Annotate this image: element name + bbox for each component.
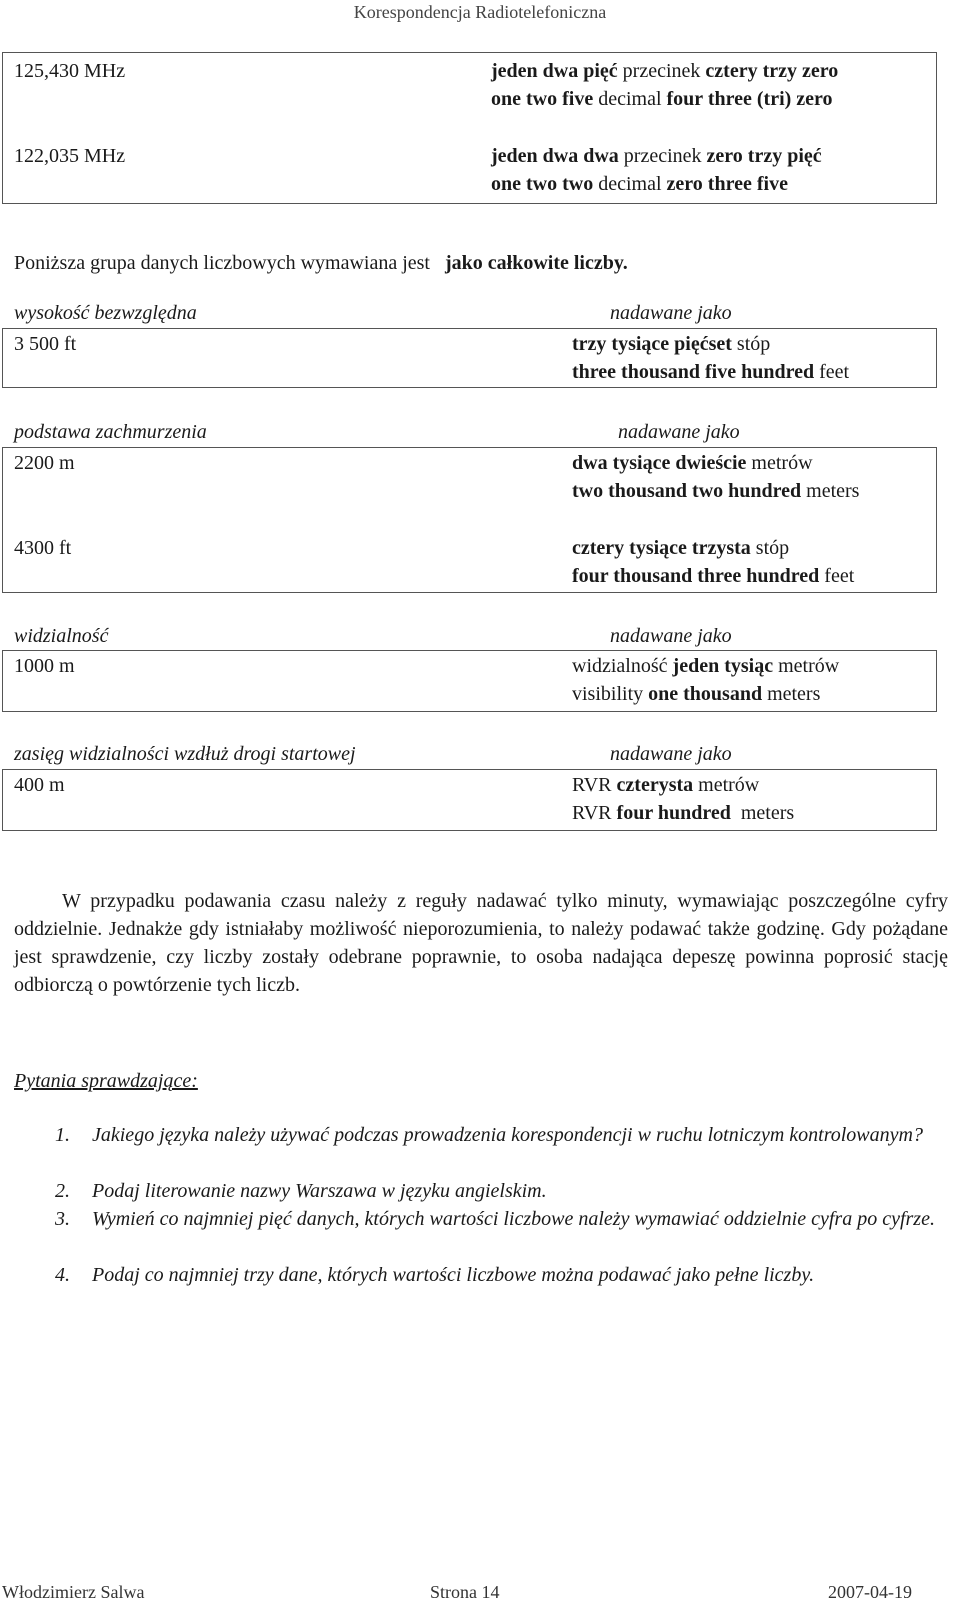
frequency-spoken-en bbox=[491, 85, 833, 113]
footer-date: 2007-04-19 bbox=[828, 1582, 912, 1602]
text-run: widzialność bbox=[572, 655, 673, 677]
text-run: przecinek bbox=[617, 60, 706, 82]
intro-sentence bbox=[14, 249, 628, 277]
frequency-spoken-pl bbox=[491, 57, 838, 85]
question-text: Wymień co najmniej pięć danych, których wartości liczbowe należy wymawiać oddzielnie cyfra po cyfrze. bbox=[92, 1208, 935, 1230]
spoken-en bbox=[572, 477, 859, 505]
body-paragraph: W przypadku podawania czasu należy z reguły nadawać tylko minuty, wymawiając poszczególne cyfry oddzielnie. Jednakże gdy istniałaby możliwość nieporozumienia, to należy podawać także godzinę. Gdy pożądane jest sprawdzenie, czy liczby zostały odebrane poprawnie, to osoba nadająca depeszę powinna poprosić stację odbiorczą o powtórzenie tych liczb. bbox=[14, 890, 948, 996]
text-run: stóp bbox=[750, 537, 790, 559]
bold-run: three thousand five hundred bbox=[572, 361, 815, 383]
text-run: RVR bbox=[572, 802, 617, 824]
spoken-pl bbox=[572, 330, 770, 358]
group-value: 1000 m bbox=[14, 655, 75, 677]
footer-page: Strona 14 bbox=[430, 1582, 500, 1602]
text-run: decimal bbox=[593, 88, 667, 110]
bold-run: zero three five bbox=[666, 173, 788, 195]
question-number: 1. bbox=[55, 1124, 70, 1146]
bold-run: four three (tri) zero bbox=[666, 88, 833, 110]
text-run: feet bbox=[814, 361, 850, 383]
page-header-title: Korespondencja Radiotelefoniczna bbox=[353, 2, 607, 22]
transmitted-as-label: nadawane jako bbox=[618, 421, 740, 443]
bold-run: one two two bbox=[491, 173, 594, 195]
intro-text: Poniższa grupa danych liczbowych wymawiana jest bbox=[14, 252, 430, 274]
bold-run: czterysta bbox=[616, 774, 694, 796]
bold-run: jeden tysiąc bbox=[672, 655, 774, 677]
bold-run: cztery tysiące trzysta bbox=[572, 537, 751, 559]
spoken-pl bbox=[572, 534, 789, 562]
text-run: meters bbox=[730, 802, 795, 824]
bold-run: jeden dwa dwa bbox=[491, 145, 619, 167]
question-text: Podaj literowanie nazwy Warszawa w języku angielskim. bbox=[92, 1180, 547, 1202]
spoken-pl bbox=[572, 771, 759, 799]
text-run: RVR bbox=[572, 774, 617, 796]
spoken-pl bbox=[572, 449, 813, 477]
bold-run: two thousand two hundred bbox=[572, 480, 802, 502]
text-run: decimal bbox=[593, 173, 667, 195]
frequency-spoken-pl bbox=[491, 142, 822, 170]
frequency-value: 122,035 MHz bbox=[14, 145, 126, 167]
spoken-en bbox=[572, 680, 820, 708]
spoken-en bbox=[572, 358, 849, 386]
bold-run: zero trzy pięć bbox=[706, 145, 822, 167]
frequency-spoken-en bbox=[491, 170, 788, 198]
group-value: 400 m bbox=[14, 774, 65, 796]
group-value: 4300 ft bbox=[14, 537, 72, 559]
question-text: Jakiego języka należy używać podczas prowadzenia korespondencji w ruchu lotniczym kontrolowanym? bbox=[92, 1124, 923, 1146]
group-label: widzialność bbox=[14, 625, 109, 647]
group-label: wysokość bezwzględna bbox=[14, 302, 197, 324]
transmitted-as-label: nadawane jako bbox=[610, 743, 732, 765]
bold-run: one two five bbox=[491, 88, 594, 110]
transmitted-as-label: nadawane jako bbox=[610, 625, 732, 647]
questions-heading: Pytania sprawdzające: bbox=[14, 1070, 198, 1092]
bold-run: jeden dwa pięć bbox=[491, 60, 618, 82]
transmitted-as-label: nadawane jako bbox=[610, 302, 732, 324]
spoken-en bbox=[572, 562, 854, 590]
question-number: 4. bbox=[55, 1264, 70, 1286]
bold-run: dwa tysiące dwieście bbox=[572, 452, 747, 474]
text-run: meters bbox=[762, 683, 821, 705]
footer-author: Włodzimierz Salwa bbox=[2, 1582, 145, 1602]
bold-run: one thousand bbox=[648, 683, 763, 705]
question-number: 3. bbox=[55, 1208, 70, 1230]
spoken-pl bbox=[572, 652, 839, 680]
text-run: meters bbox=[801, 480, 860, 502]
group-box bbox=[2, 769, 937, 831]
text-run: visibility bbox=[572, 683, 649, 705]
text-run: feet bbox=[819, 565, 855, 587]
text-run: metrów bbox=[773, 655, 840, 677]
spoken-en bbox=[572, 799, 794, 827]
group-label: zasięg widzialności wzdłuż drogi startowej bbox=[14, 743, 356, 765]
text-run: stóp bbox=[731, 333, 771, 355]
bold-run: four thousand three hundred bbox=[572, 565, 820, 587]
frequency-value: 125,430 MHz bbox=[14, 60, 126, 82]
group-value: 3 500 ft bbox=[14, 333, 77, 355]
text-run: metrów bbox=[746, 452, 813, 474]
text-run: metrów bbox=[693, 774, 760, 796]
question-text: Podaj co najmniej trzy dane, których wartości liczbowe można podawać jako pełne liczby. bbox=[92, 1264, 815, 1286]
text-run: przecinek bbox=[618, 145, 707, 167]
question-number: 2. bbox=[55, 1180, 70, 1202]
group-value: 2200 m bbox=[14, 452, 75, 474]
intro-bold: jako całkowite liczby. bbox=[444, 252, 628, 274]
group-label: podstawa zachmurzenia bbox=[14, 421, 207, 443]
bold-run: four hundred bbox=[616, 802, 731, 824]
bold-run: trzy tysiące pięćset bbox=[572, 333, 732, 355]
bold-run: cztery trzy zero bbox=[705, 60, 839, 82]
